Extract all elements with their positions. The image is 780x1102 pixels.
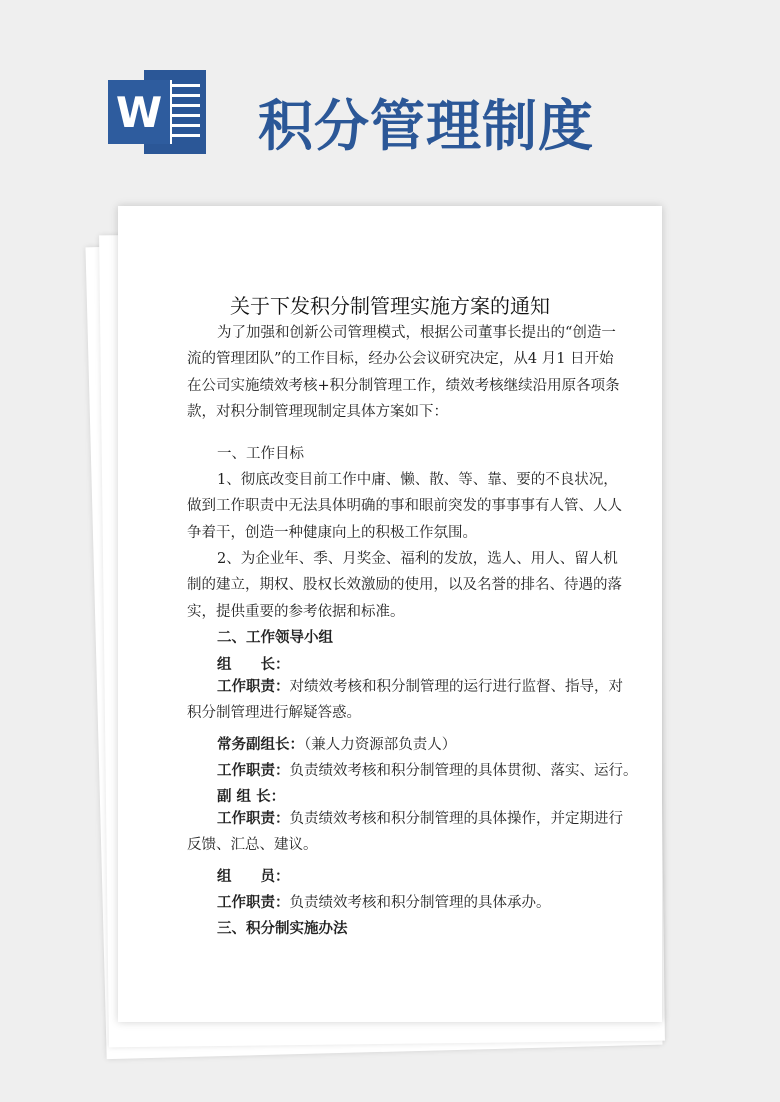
role-duty: 工作职责：负责绩效考核和积分制管理的具体操作，并定期进行反馈、汇总、建议。 (187, 810, 623, 854)
header (0, 0, 780, 200)
role-duty: 工作职责：负责绩效考核和积分制管理的具体贯彻、落实、运行。 (217, 762, 638, 779)
section-heading: 一、工作目标 (217, 446, 304, 462)
document-page (118, 206, 662, 1022)
role-member-label: 组 员： (217, 868, 290, 885)
section-heading: 二、工作领导小组 (217, 629, 333, 646)
notice-title: 关于下发积分制管理实施方案的通知 (230, 294, 550, 318)
role-leader-label: 组 长： (217, 656, 290, 673)
role-exec-deputy: 常务副组长：（兼人力资源部负责人） (217, 736, 457, 753)
goal-item: 1、彻底改变目前工作中庸、懒、散、等、靠、要的不良状况，做到工作职责中无法具体明确的事和眼前突发的事事事有人管、人人争着干，创造一种健康向上的积极工作氛围。 (187, 472, 622, 541)
goal-item: 2、为企业年、季、月奖金、福利的发放，选人、用人、留人机制的建立，期权、股权长效激励的使用，以及名誉的排名、待遇的落实，提供重要的参考依据和标准。 (187, 551, 622, 620)
word-letter-badge: W (108, 80, 170, 144)
role-deputy-label: 副 组 长： (217, 788, 286, 805)
section-heading: 三、积分制实施办法 (217, 920, 348, 937)
role-duty: 工作职责：负责绩效考核和积分制管理的具体承办。 (217, 894, 551, 911)
page-title: 积分管理制度 (258, 94, 595, 158)
intro-paragraph: 为了加强和创新公司管理模式，根据公司董事长提出的“创造一流的管理团队”的工作目标，经办公会议研究决定，从4 月1 日开始在公司实施绩效考核+积分制管理工作，绩效考核继续沿用原各项条款，对积分制管理现制定具体方案如下： (187, 325, 620, 420)
role-duty: 工作职责：对绩效考核和积分制管理的运行进行监督、指导，对积分制管理进行解疑答惑。 (187, 678, 623, 722)
word-icon (108, 70, 206, 154)
